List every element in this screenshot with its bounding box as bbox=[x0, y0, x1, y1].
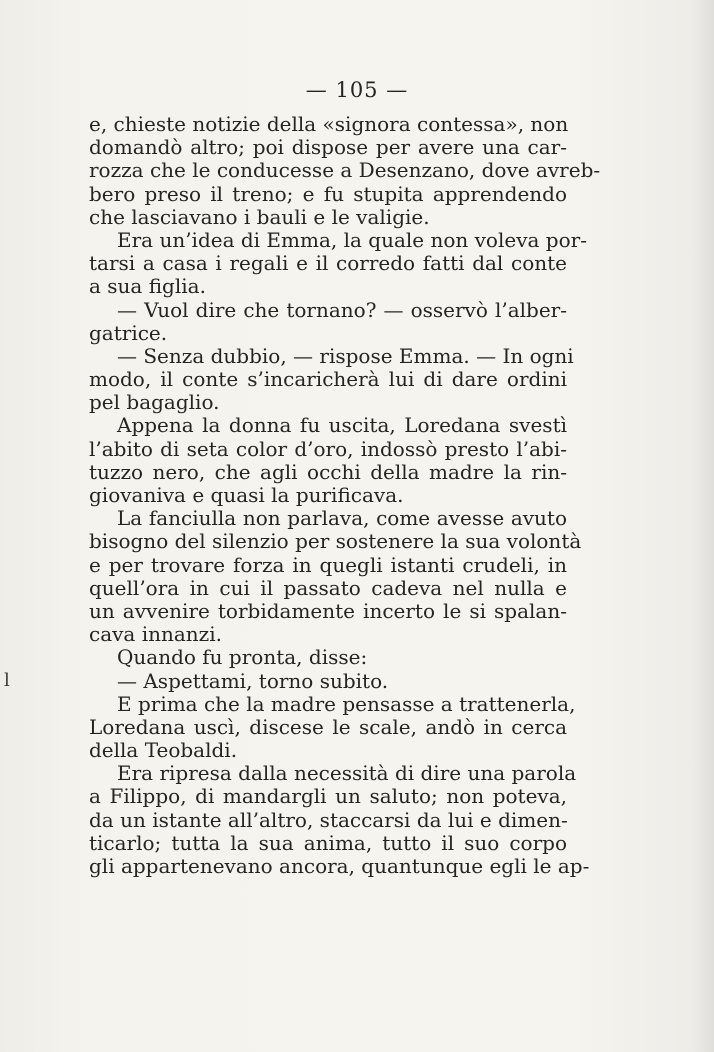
text-line: tarsi a casa i regali e il corredo fatti dal conte bbox=[89, 251, 567, 276]
text-line: E prima che la madre pensasse a trattenerla, bbox=[117, 691, 576, 716]
text-line: Era ripresa dalla necessità di dire una parola bbox=[117, 761, 577, 786]
text-line: tuzzo nero, che agli occhi della madre la rin- bbox=[89, 459, 567, 484]
text-line: Era un’idea di Emma, la quale non voleva por- bbox=[117, 227, 587, 252]
text-line: cava innanzi. bbox=[89, 622, 222, 647]
text-line: e, chieste notizie della «signora contessa», non bbox=[89, 112, 569, 136]
text-line: bisogno del silenzio per sostenere la sua volontà bbox=[89, 529, 582, 554]
text-line: Quando fu pronta, disse: bbox=[117, 645, 368, 670]
page-edge-shadow bbox=[690, 0, 714, 1052]
body-text bbox=[89, 112, 601, 878]
text-line: e per trovare forza in quegli istanti crudeli, in bbox=[89, 552, 567, 577]
page-number: — 105 — bbox=[305, 78, 409, 102]
text-line: a sua figlia. bbox=[89, 274, 206, 299]
text-line: che lasciavano i bauli e le valigie. bbox=[89, 204, 430, 229]
text-line: Appena la donna fu uscita, Loredana svestì bbox=[117, 413, 567, 438]
text-line: gatrice. bbox=[89, 320, 168, 345]
text-line: rozza che le conducesse a Desenzano, dove avreb- bbox=[89, 158, 601, 183]
text-line: domandò altro; poi dispose per avere una car- bbox=[89, 135, 567, 160]
text-line: da un istante all’altro, staccarsi da lui e dimen- bbox=[89, 807, 568, 832]
text-line: l’abito di seta color d’oro, indossò presto l’abi- bbox=[89, 436, 567, 461]
text-line: a Filippo, di mandargli un saluto; non poteva, bbox=[89, 784, 567, 809]
text-line: gli appartenevano ancora, quantunque egli le ap- bbox=[89, 854, 590, 878]
text-line: ticarlo; tutta la sua anima, tutto il suo corpo bbox=[89, 830, 567, 855]
text-line: modo, il conte s’incaricherà lui di dare ordini bbox=[89, 367, 567, 392]
text-line: La fanciulla non parlava, come avesse avuto bbox=[117, 506, 567, 531]
text-line: pel bagaglio. bbox=[89, 390, 220, 415]
text-line: quell’ora in cui il passato cadeva nel nulla e bbox=[89, 575, 567, 600]
text-line: Loredana uscì, discese le scale, andò in cerca bbox=[89, 714, 567, 739]
margin-mark: l bbox=[4, 670, 10, 691]
text-line: giovaniva e quasi la purificava. bbox=[89, 483, 404, 507]
text-line: — Senza dubbio, — rispose Emma. — In ogni bbox=[117, 343, 574, 368]
text-line: — Aspettami, torno subito. bbox=[117, 668, 389, 693]
text-line: un avvenire torbidamente incerto le si spalan- bbox=[89, 598, 567, 623]
text-line: della Teobaldi. bbox=[89, 738, 238, 763]
text-line: — Vuol dire che tornano? — osservò l’alber- bbox=[117, 297, 567, 322]
text-line: bero preso il treno; e fu stupita apprendendo bbox=[89, 181, 567, 206]
